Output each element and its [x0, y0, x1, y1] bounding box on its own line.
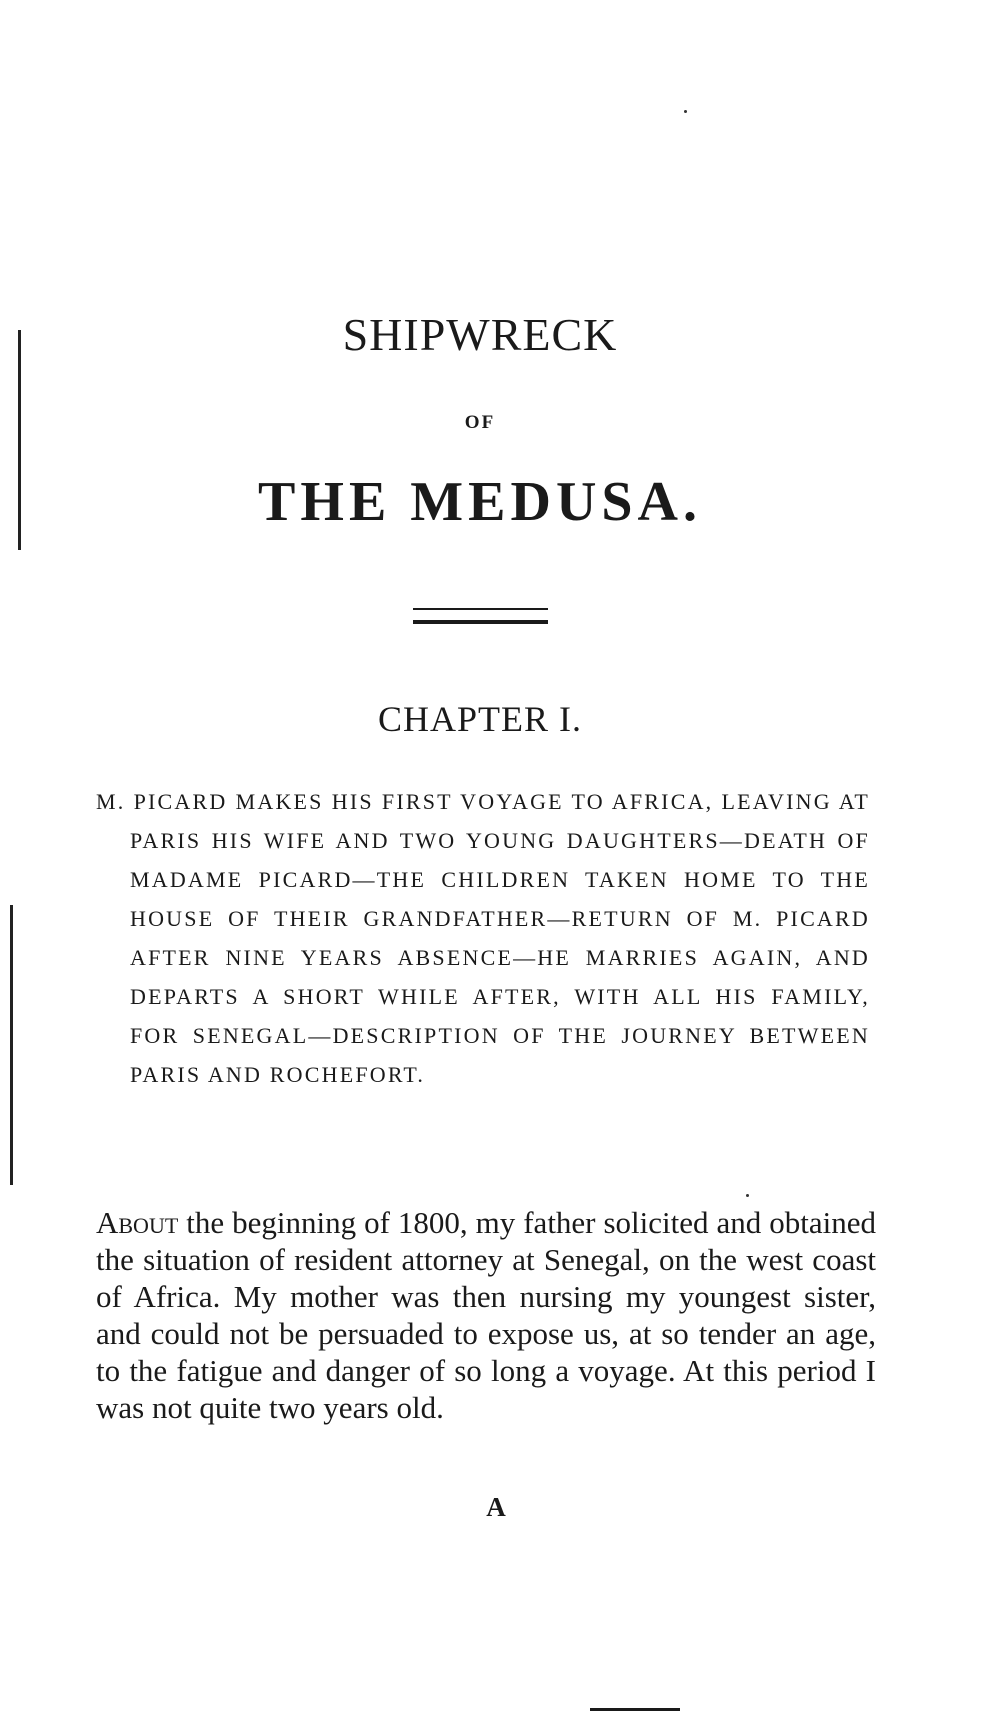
body-first-word: About — [96, 1205, 179, 1240]
scan-speck — [684, 110, 687, 113]
chapter-synopsis-text: M. PICARD MAKES HIS FIRST VOYAGE TO AFRICA, LEAVING AT PARIS HIS WIFE AND TWO YOUNG DAUGHTERS—DEATH OF MADAME PICARD—THE CHILDREN TAKEN HOME TO THE HOUSE OF THEIR GRANDFATHER—RETURN OF M. PICARD AFTER NINE YEARS ABSENCE—HE MARRIES AGAIN, AND DEPARTS A SHORT WHILE AFTER, WITH ALL HIS FAMILY, FOR SENEGAL—DESCRIPTION OF THE JOURNEY BETWEEN PARIS AND ROCHEFORT. — [96, 789, 870, 1087]
book-subtitle: THE MEDUSA. — [258, 471, 702, 533]
scan-speck — [746, 1194, 749, 1197]
bottom-rule — [590, 1708, 680, 1711]
body-paragraph — [96, 1204, 876, 1426]
chapter-heading: CHAPTER I. — [377, 699, 582, 739]
body-paragraph-text — [96, 1204, 876, 1426]
ornamental-rule — [413, 608, 548, 624]
scan-edge-mark-bottom — [10, 905, 13, 1185]
body-text: the beginning of 1800, my father solicited and obtained the situation of resident attorney at Senegal, on the west coast of Africa. My mother was then nursing my youngest sister, and could not be persuaded to expose us, at so tender an age, to the fatigue and danger of so long a voyage. At this period I was not quite two years old. — [96, 1205, 876, 1425]
signature-mark — [0, 1492, 1006, 1523]
book-title: SHIPWRECK — [342, 309, 618, 360]
book-title-connector: OF — [464, 412, 496, 433]
signature-letter: A — [486, 1492, 506, 1522]
chapter-synopsis — [96, 782, 870, 1094]
